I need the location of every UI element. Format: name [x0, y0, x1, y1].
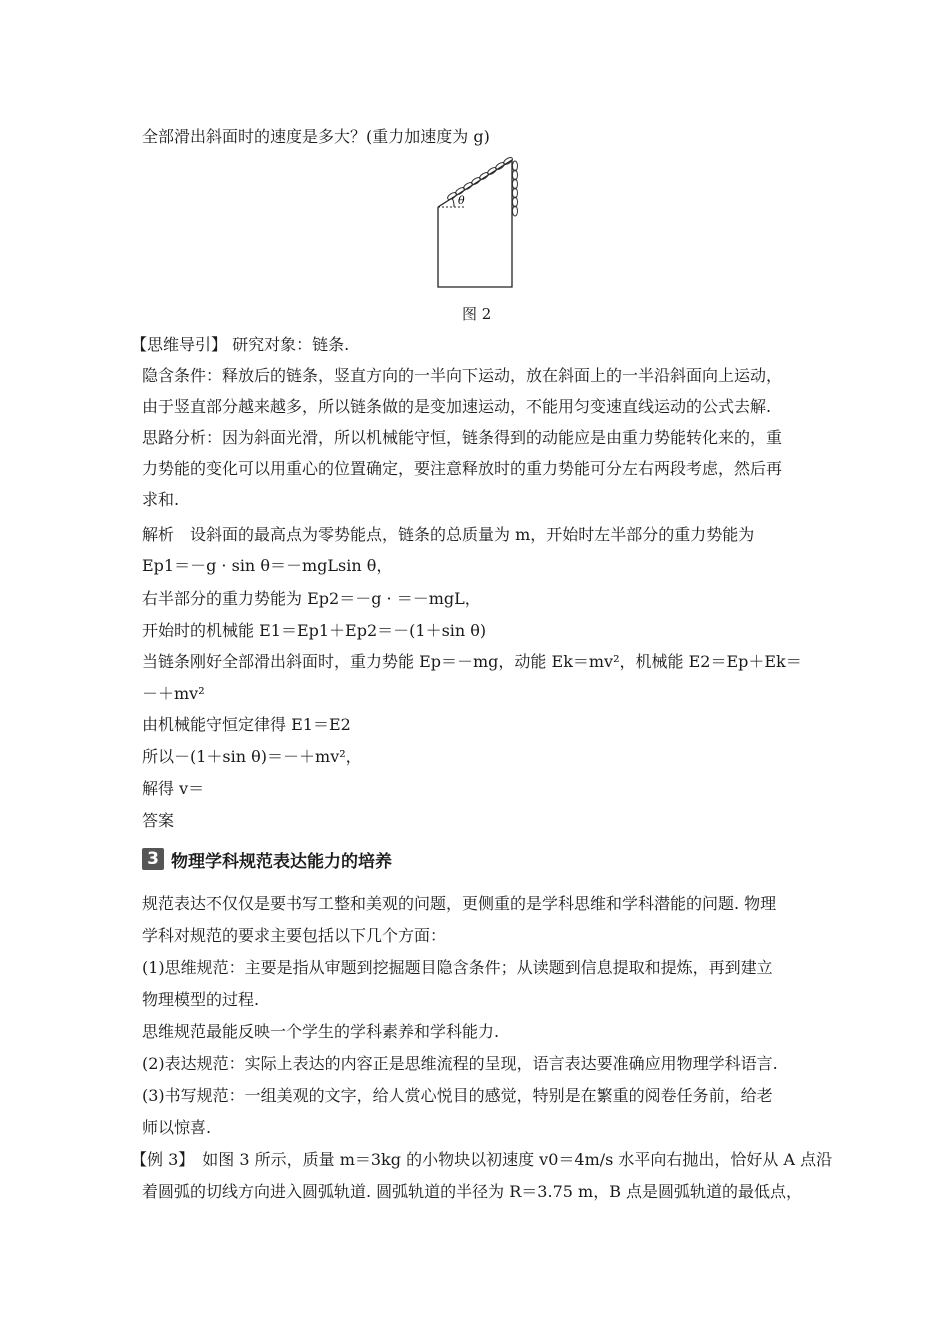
- line-9: Ep1＝－g · sin θ＝－mgLsin θ，: [142, 556, 393, 575]
- line-24: (3)书写规范：一组美观的文字，给人赏心悦目的感觉，特别是在繁重的阅卷任务前，给老: [142, 1086, 773, 1105]
- line-14: 由机械能守恒定律得 E1＝E2: [142, 715, 351, 734]
- line-answer: 答案: [142, 811, 175, 830]
- line-1: 全部滑出斜面时的速度是多大？(重力加速度为 g): [142, 127, 490, 146]
- line-thinking-guide: 【思维导引】 研究对象：链条.: [131, 335, 350, 354]
- line-12: 当链条刚好全部滑出斜面时，重力势能 Ep＝－mg，动能 Ek＝mv²，机械能 E2＝Ep＋Ek＝: [142, 652, 802, 671]
- section-heading: [142, 846, 392, 872]
- line-4: 由于竖直部分越来越多，所以链条做的是变加速运动，不能用匀变速直线运动的公式去解.: [142, 397, 772, 416]
- section-title: 物理学科规范表达能力的培养: [171, 851, 392, 872]
- line-11: 开始时的机械能 E1＝Ep1＋Ep2＝－(1＋sin θ): [142, 621, 487, 640]
- line-13: －＋mv²: [142, 684, 205, 703]
- line-27: 着圆弧的切线方向进入圆弧轨道. 圆弧轨道的半径为 R＝3.75 m，B 点是圆弧轨道的最低点，: [142, 1182, 803, 1201]
- section-number-badge: 3: [142, 848, 164, 870]
- line-19: 学科对规范的要求主要包括以下几个方面：: [142, 926, 447, 945]
- line-25: 师以惊喜.: [142, 1118, 212, 1137]
- line-3: 隐含条件：释放后的链条，竖直方向的一半向下运动，放在斜面上的一半沿斜面向上运动，: [142, 366, 783, 385]
- line-7: 求和.: [142, 490, 180, 509]
- line-16: 解得 v＝: [142, 779, 205, 798]
- theta-label: θ: [458, 194, 465, 207]
- figure-caption: 图 2: [462, 305, 492, 323]
- line-22: 思维规范最能反映一个学生的学科素养和学科能力.: [142, 1022, 500, 1041]
- line-23: (2)表达规范：实际上表达的内容正是思维流程的呈现，语言表达要准确应用物理学科语言.: [142, 1054, 778, 1073]
- line-20: (1)思维规范：主要是指从审题到挖掘题目隐含条件；从读题到信息提取和提炼，再到建立: [142, 958, 773, 977]
- line-15: 所以－(1＋sin θ)＝－＋mv²，: [142, 747, 362, 766]
- line-18: 规范表达不仅仅是要书写工整和美观的问题，更侧重的是学科思维和学科潜能的问题. 物理: [142, 894, 777, 913]
- incline-chain-figure: [420, 150, 530, 295]
- line-5: 思路分析：因为斜面光滑，所以机械能守恒，链条得到的动能应是由重力势能转化来的，重: [142, 428, 783, 447]
- line-10: 右半部分的重力势能为 Ep2＝－g · ＝－mgL，: [142, 589, 481, 608]
- line-example-3: 【例 3】 如图 3 所示，质量 m＝3kg 的小物块以初速度 v0＝4m/s 水平向右抛出，恰好从 A 点沿: [131, 1150, 833, 1169]
- line-21: 物理模型的过程.: [142, 990, 260, 1009]
- line-6: 力势能的变化可以用重心的位置确定，要注意释放时的重力势能可分左右两段考虑，然后再: [142, 459, 783, 478]
- line-8: 解析 设斜面的最高点为零势能点，链条的总质量为 m，开始时左半部分的重力势能为: [142, 525, 755, 544]
